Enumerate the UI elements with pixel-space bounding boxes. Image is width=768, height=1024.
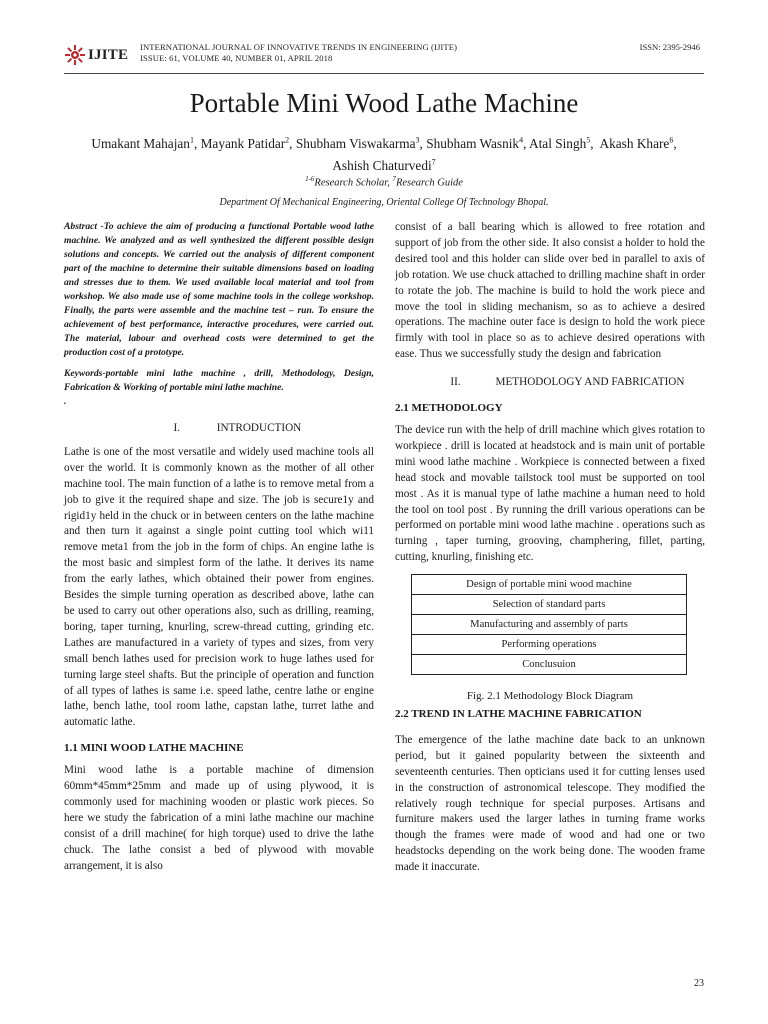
journal-info — [140, 42, 457, 64]
methodology-text: The device run with the help of drill machine which gives rotation to workpiece . drill is located at headstock and is main unit of portable mini wood lathe machine . Workpiece is connected between a fixed head stock and movable tailstock tool must be supported on tool most . As it is manual type of lathe machine a human need to hold the tool on tool post . By running the drill various operations can be performed on portable mini wood lathe machine . operations such as turning , taper turning, grooving, champhering, fillet, parting, cutting, knurling, finishing etc. — [395, 423, 705, 564]
continued-text: consist of a ball bearing which is allowed to free rotation and support of job from the other side. It also consist a holder to hold the desired tool and this holder can slide over bed in parallel to axis of job rotation. We use chuck attached to drilling machine shaft in order to rotate the job. The machine is build to hold the work piece and move the tool in sliding mechanism, so as to achieve a desired operations. The machine outer face is design to hold the work piece firmly with tool in place so as to achieve desired operations with ease. Thus we successfully study the design and fabrication — [395, 221, 705, 361]
diagram-block: Performing operations — [412, 635, 686, 655]
department: Department Of Mechanical Engineering, Oriental College Of Technology Bhopal. — [219, 197, 549, 208]
page-header — [64, 40, 704, 72]
subsection-heading-mini-wood-lathe: 1.1 MINI WOOD LATHE MACHINE — [64, 742, 244, 755]
abstract: Abstract -To achieve the aim of producing a functional Portable wood lathe machine. We analyzed and as well synthesized the different possible design solutions and concepts. We carried out the analysis of different component part of the machine to determine their suitable dimensions based on loading and stresses due to them. We used available local material and tool from workshop. We also made use of some machine tools in the college workshop. Finally, the parts were assemble and the machine test – run. To ensure the achievement of best performance, interactive procedures, were carried out. The material, labour and overhead costs were determined to get the production cost of a prototype. — [64, 221, 374, 358]
journal-name: INTERNATIONAL JOURNAL OF INNOVATIVE TRENDS IN ENGINEERING (IJITE) — [140, 42, 458, 52]
mini-lathe-text: Mini wood lathe is a portable machine of dimension 60mm*45mm*25mm and made up of using plywood, it is commonly used for machining wooden or plastic work pieces. So here we study the fabrication of a mini lathe machine our machine consist of a drill machine( for high torque) used to drive the lathe chuck. The lathe consist a bed of plywood with movable arrangement, it is also — [64, 764, 374, 872]
page-number: 23 — [694, 978, 704, 989]
paper-title: Portable Mini Wood Lathe Machine — [189, 88, 579, 118]
diagram-block: Manufacturing and assembly of parts — [412, 615, 686, 635]
author-list — [64, 132, 704, 175]
subsection-heading-trend: 2.2 TREND IN LATHE MACHINE FABRICATION — [395, 708, 642, 721]
gear-icon — [64, 44, 86, 66]
keywords: Keywords-portable mini lathe machine , drill, Methodology, Design, Fabrication & Working of portable mini lathe machine. — [64, 368, 374, 393]
methodology-block-diagram — [411, 574, 687, 675]
journal-issue: ISSUE: 61, VOLUME 40, NUMBER 01, APRIL 2018 — [140, 53, 333, 63]
header-divider — [64, 73, 704, 74]
issn: ISSN: 2395-2946 — [639, 42, 700, 52]
subsection-heading-methodology: 2.1 METHODOLOGY — [395, 402, 503, 415]
diagram-block: Selection of standard parts — [412, 595, 686, 615]
figure-caption: Fig. 2.1 Methodology Block Diagram — [466, 690, 634, 703]
author: Mayank Patidar$^2$, — [200, 136, 296, 152]
diagram-block: Conclusuion — [412, 655, 686, 675]
author: Akash Khare$^6$, — [599, 136, 677, 152]
introduction-text: Lathe is one of the most versatile and widely used machine tools all over the world. It is commonly known as the mother of all other machine tool. The main function of a lathe is to remove metal from a job to give it the required shape and size. The job is secure1y and rigid1y held in the chuck or in between centers on the lathe machine and then turn it against a single point cutting tool which wi11 remove meta1 from the job in the form of chips. An engine lathe is the most basic and simplest form of the lathe. It derives its name from the early lathes, which obtained their power from engines. Besides the simple turning operation as described above, lathe can be used to carry out other operations also, such as drilling, reaming, boring, taper turning, knurling, screw-thread cutting, grinding etc. Lathes are manufactured in a variety of types and sizes, from very small bench lathes used for precision work to huge lathes used for turning large steel shafts. But the principle of operation and function of all types of lathes is same i.e. speed lathe, centre lathe or engine lathe, bench lathe, tool room lathe, capstan lathe, turret lathe and automatic lathe. — [64, 445, 374, 729]
diagram-block: Design of portable mini wood machine — [412, 575, 686, 595]
author: Atal Singh$^5$, — [529, 136, 600, 152]
right-column — [395, 220, 705, 876]
section-heading-methodology: II. METHODOLOGY AND FABRICATION — [450, 376, 685, 389]
left-column — [64, 220, 374, 874]
author: Ashish Chaturvedi$^7$ — [332, 157, 436, 173]
trend-text: The emergence of the lathe machine date back to an unknown period, but it gained popularity between the sixteenth and seventeenth centuries. Then opticians used it for cutting lenses used in the construction of astronomical telescope. They modified the relatively rough technique for special purposes. Artisans and furniture makers used the larger lathes in turning frame works though the frames were made of wood and had one or two headstocks depending on the work being done. The wooden frame made it inaccurate. — [395, 733, 705, 874]
author: Umakant Mahajan$^1$, — [91, 136, 201, 152]
section-heading-introduction: I. INTRODUCTION — [173, 422, 302, 434]
author: Shubham Wasnik$^4$, — [426, 136, 529, 152]
logo-text: IJITE — [88, 46, 129, 63]
author: Shubham Viswakarma$^3$, — [295, 136, 427, 152]
affiliation-note: $^{1-6}$Research Scholar, $^7$Research Guide — [305, 175, 463, 189]
keywords-trail: . — [64, 396, 67, 407]
journal-logo — [64, 42, 128, 68]
